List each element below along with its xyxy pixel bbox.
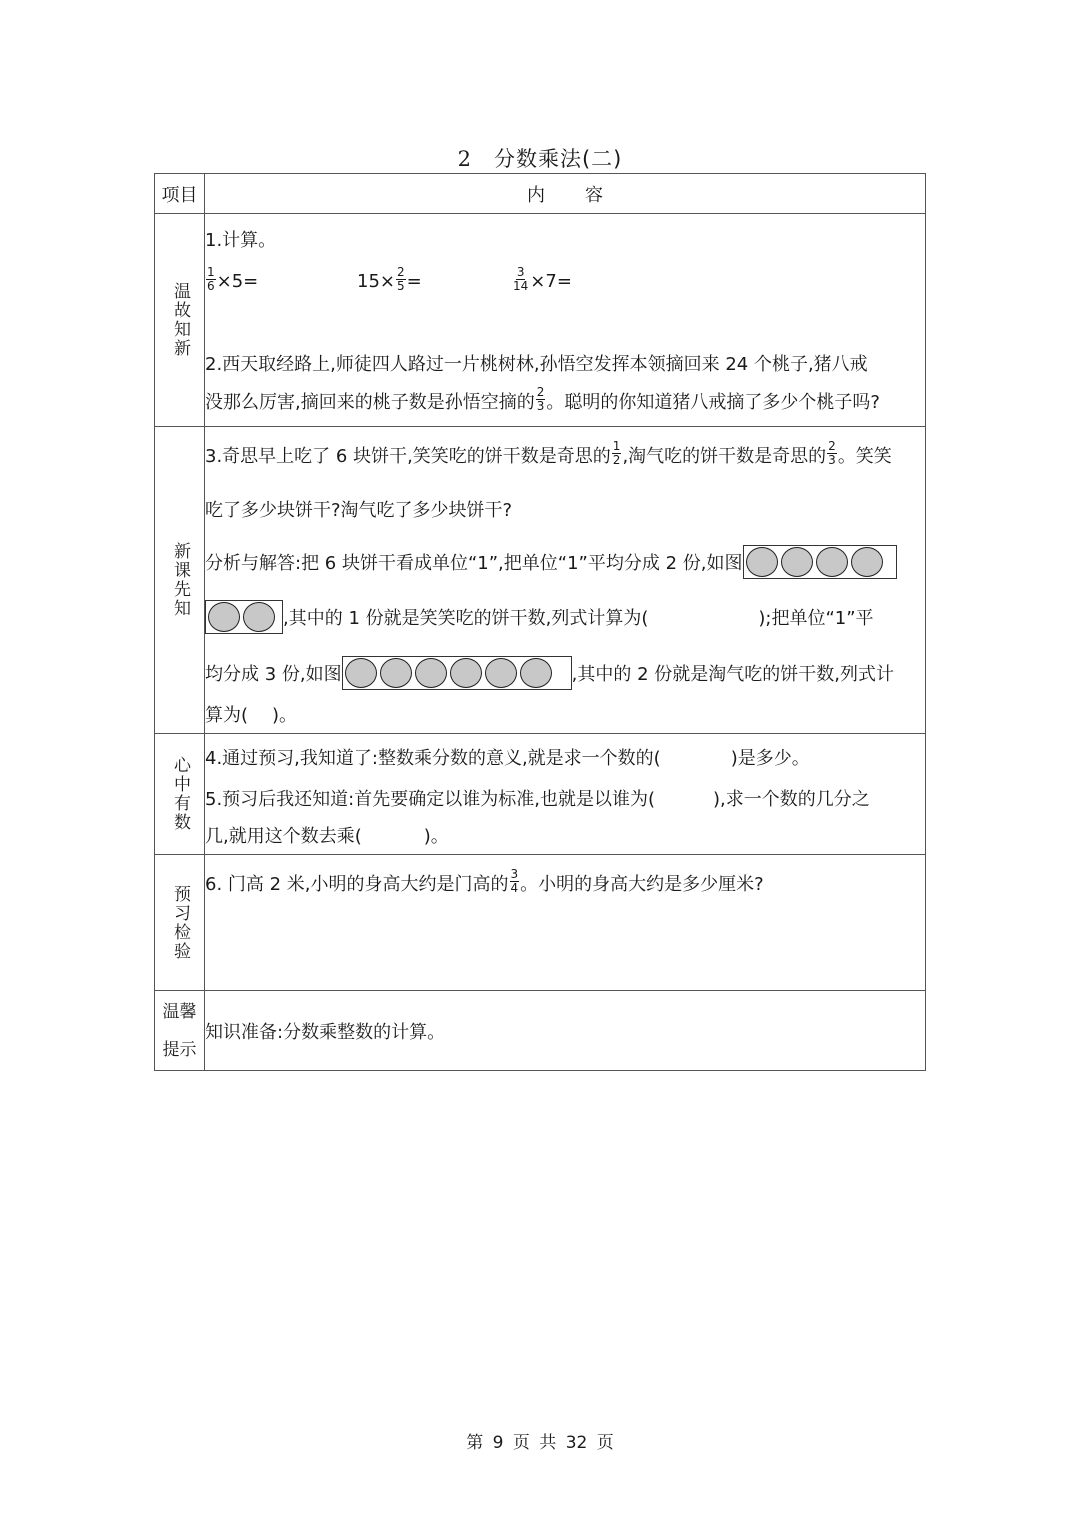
section-mind [155, 734, 926, 855]
analysis-line-1: 分析与解答:把 6 块饼干看成单位“1”,把单位“1”平均分成 2 份,如图 [205, 535, 925, 589]
cookie-circle [415, 658, 447, 688]
diagram-four-circles [743, 545, 897, 579]
section-content-tip [205, 991, 926, 1071]
section-label-preview: 新课先知 [155, 427, 205, 734]
cookie-circle [851, 547, 883, 577]
tip-text: 知识准备:分数乘整数的计算。 [205, 1021, 446, 1043]
q1-title: 1.计算。 [205, 230, 277, 251]
analysis-line-2: ,其中的 1 份就是笑笑吃的饼干数,列式计算为( );把单位“1”平 [205, 589, 925, 645]
cookie-circle [380, 658, 412, 688]
lesson-number: 2 [457, 147, 472, 171]
q2-line-2: 没那么厉害,摘回来的桃子数是孙悟空摘的 $\frac{2}{3}$ 。聪明的你知道猪八戒摘了多少个桃子吗? [205, 384, 880, 413]
cookie-circle [816, 547, 848, 577]
cookie-circle [450, 658, 482, 688]
q5-line-1: 5.预习后我还知道:首先要确定以谁为标准,也就是以谁为( ),求一个数的几分之 [205, 789, 870, 810]
worksheet-table [154, 173, 926, 1071]
section-label-tip: 温馨 提示 [155, 991, 205, 1071]
header-item: 项目 [155, 174, 205, 214]
section-label-review: 温故知新 [155, 214, 205, 427]
cookie-circle [208, 602, 240, 632]
q3-line-2: 吃了多少块饼干?淘气吃了多少块饼干? [205, 500, 513, 521]
q6-line: 6. 门高 2 米,小明的身高大约是门高的 $\frac{3}{4}$ 。小明的身高大约是多少厘米? [205, 866, 764, 895]
section-content-preview [205, 427, 926, 734]
page-title [0, 143, 1080, 173]
cookie-circle [345, 658, 377, 688]
header-content: 内容 [205, 174, 926, 214]
section-check [155, 855, 926, 991]
section-label-check: 预习检验 [155, 855, 205, 991]
section-label-mind: 心中有数 [155, 734, 205, 855]
diagram-six-circles [342, 656, 572, 690]
section-review [155, 214, 926, 427]
diagram-two-circles [205, 600, 283, 634]
q2-line-1: 2.西天取经路上,师徒四人路过一片桃树林,孙悟空发挥本领摘回来 24 个桃子,猪八戒 [205, 354, 868, 375]
cookie-circle [746, 547, 778, 577]
calc-item-3: $\frac{3}{14}$ ×7= [513, 264, 572, 293]
cookie-circle [781, 547, 813, 577]
cookie-circle [520, 658, 552, 688]
section-content-mind [205, 734, 926, 855]
page-footer: 第 9 页 共 32 页 [466, 1433, 614, 1453]
q2-fraction: $\frac{2}{3}$ [536, 384, 545, 413]
q3-line-1: 3.奇思早上吃了 6 块饼干,笑笑吃的饼干数是奇思的 $\frac{1}{2}$ ,淘气吃的饼干数是奇思的 $\frac{2}{3}$ 。笑笑 [205, 438, 892, 467]
header-row [155, 174, 926, 214]
cookie-circle [485, 658, 517, 688]
q4-line: 4.通过预习,我知道了:整数乘分数的意义,就是求一个数的( )是多少。 [205, 748, 810, 769]
calc-item-1: $\frac{1}{6}$ ×5= [207, 264, 259, 293]
q5-line-2: 几,就用这个数去乘( )。 [205, 826, 449, 847]
analysis-line-3: 均分成 3 份,如图 ,其中的 2 份就是淘气吃的饼干数,列式计 [205, 645, 925, 701]
section-tip [155, 991, 926, 1071]
section-preview [155, 427, 926, 734]
q1-calc-row [205, 264, 925, 298]
section-content-check [205, 855, 926, 991]
section-content-review [205, 214, 926, 427]
analysis-line-4: 算为( )。 [205, 705, 298, 726]
cookie-circle [243, 602, 275, 632]
calc-item-2: 15× $\frac{2}{5}$ = [357, 264, 422, 293]
lesson-title: 分数乘法(二) [493, 147, 623, 171]
